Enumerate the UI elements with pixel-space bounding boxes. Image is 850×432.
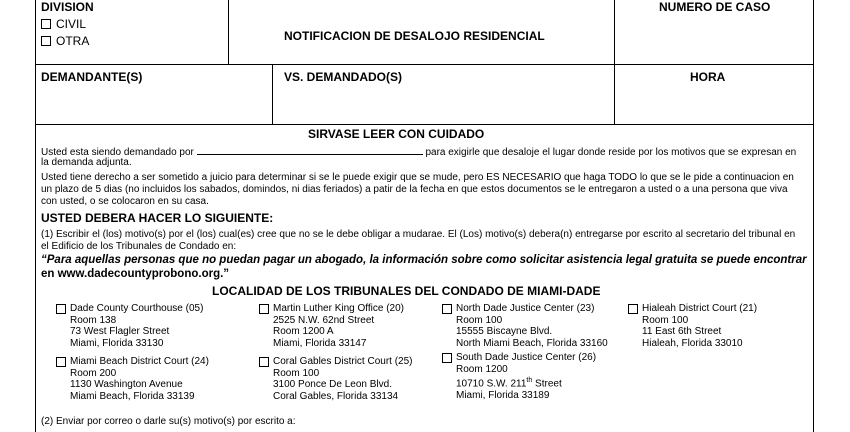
checkbox-court[interactable] xyxy=(56,357,66,367)
checkbox-court[interactable] xyxy=(442,353,452,363)
court-locations-heading: LOCALIDAD DE LOS TRIBUNALES DEL CONDADO DE MIAMI-DADE xyxy=(212,284,601,298)
court-north-dade-justice-center[interactable]: North Dade Justice Center (23) Room 100 15555 Biscayne Blvd. North Miami Beach, Florida 33160 xyxy=(442,303,608,349)
rights-paragraph-line-3: con usted, o se colocaron en su casa. xyxy=(41,196,209,207)
legal-aid-line-1: “Para aquellas personas que no puedan pagar un abogado, la información sobre como solicitar asistencia legal gratuita se puede encontrar xyxy=(41,254,807,266)
court-hialeah-district-court[interactable]: Hialeah District Court (21) Room 100 11 East 6th Street Hialeah, Florida 33010 xyxy=(628,303,757,349)
legal-aid-line-2: en www.dadecountyprobono.org.” xyxy=(41,268,230,280)
time-label: HORA xyxy=(690,70,726,84)
division-column-divider xyxy=(228,0,229,64)
must-do-heading: USTED DEBERA HACER LO SIGUIENTE: xyxy=(41,211,274,225)
defendant-label: VS. DEMANDADO(S) xyxy=(284,70,403,84)
checkbox-court[interactable] xyxy=(628,304,638,314)
case-number-label: NUMERO DE CASO xyxy=(659,0,771,14)
parties-divider xyxy=(35,124,814,125)
court-martin-luther-king-office[interactable]: Martin Luther King Office (20) 2525 N.W. 62nd Street Room 1200 A Miami, Florida 33147 xyxy=(259,303,404,349)
step-2-line: (2) Enviar por correo o darle su(s) motivo(s) por escrito a: xyxy=(41,416,296,427)
checkbox-civil[interactable] xyxy=(41,19,51,29)
sued-by-line-2: la demanda adjunta. xyxy=(41,157,132,168)
sued-by-line: Usted esta siendo demandado por para exigirle que desaloje el lugar donde reside por los motivos que se expresan en xyxy=(41,147,797,158)
form-title: NOTIFICACION DE DESALOJO RESIDENCIAL xyxy=(284,29,545,43)
parties-column-divider xyxy=(272,64,273,124)
division-label: DIVISION xyxy=(41,0,94,14)
checkbox-court[interactable] xyxy=(259,357,269,367)
court-miami-beach-district-court[interactable]: Miami Beach District Court (24) Room 200 1130 Washington Avenue Miami Beach, Florida 33139 xyxy=(56,356,209,402)
checkbox-court[interactable] xyxy=(259,304,269,314)
plaintiff-label: DEMANDANTE(S) xyxy=(41,70,143,84)
division-option-civil[interactable]: CIVIL xyxy=(41,17,86,31)
step-1-line-2: el Edificio de los Tribunales de Condado en: xyxy=(41,241,237,252)
rights-paragraph-line-1: Usted tiene derecho a ser sometido a juicio para determinar si se le puede exigir que se mude, pero ES NECESARIO que haga TODO lo que se le pide a continuacion en xyxy=(41,172,794,183)
court-south-dade-justice-center[interactable]: South Dade Justice Center (26) Room 1200 10710 S.W. 211th Street Miami, Florida 33189 xyxy=(442,352,596,401)
checkbox-court[interactable] xyxy=(56,304,66,314)
step-1-line-1: (1) Escribir el (los) motivo(s) por el (los) cual(es) cree que no se le debe obligar a mudarae. El (Los) motivo(s) debera(n) entregarse por escrito al secretario del tribunal en xyxy=(41,229,796,240)
read-carefully-heading: SIRVASE LEER CON CUIDADO xyxy=(308,127,485,141)
case-column-divider xyxy=(614,0,615,124)
court-dade-county-courthouse[interactable]: Dade County Courthouse (05) Room 138 73 West Flagler Street Miami, Florida 33130 xyxy=(56,303,203,349)
rights-paragraph-line-2: un plazo de 5 dias (no incluidos los sabados, domindos, ni dias feriados) a patir de la fecha en que estos documentos se le entregaron a usted o a una persona que viva xyxy=(41,184,788,195)
checkbox-otra[interactable] xyxy=(41,36,51,46)
header-divider xyxy=(35,64,814,65)
court-coral-gables-district-court[interactable]: Coral Gables District Court (25) Room 100 3100 Ponce De Leon Blvd. Coral Gables, Florida 33134 xyxy=(259,356,412,402)
checkbox-court[interactable] xyxy=(442,304,452,314)
division-option-otra[interactable]: OTRA xyxy=(41,34,89,48)
plaintiff-blank[interactable] xyxy=(197,145,423,155)
